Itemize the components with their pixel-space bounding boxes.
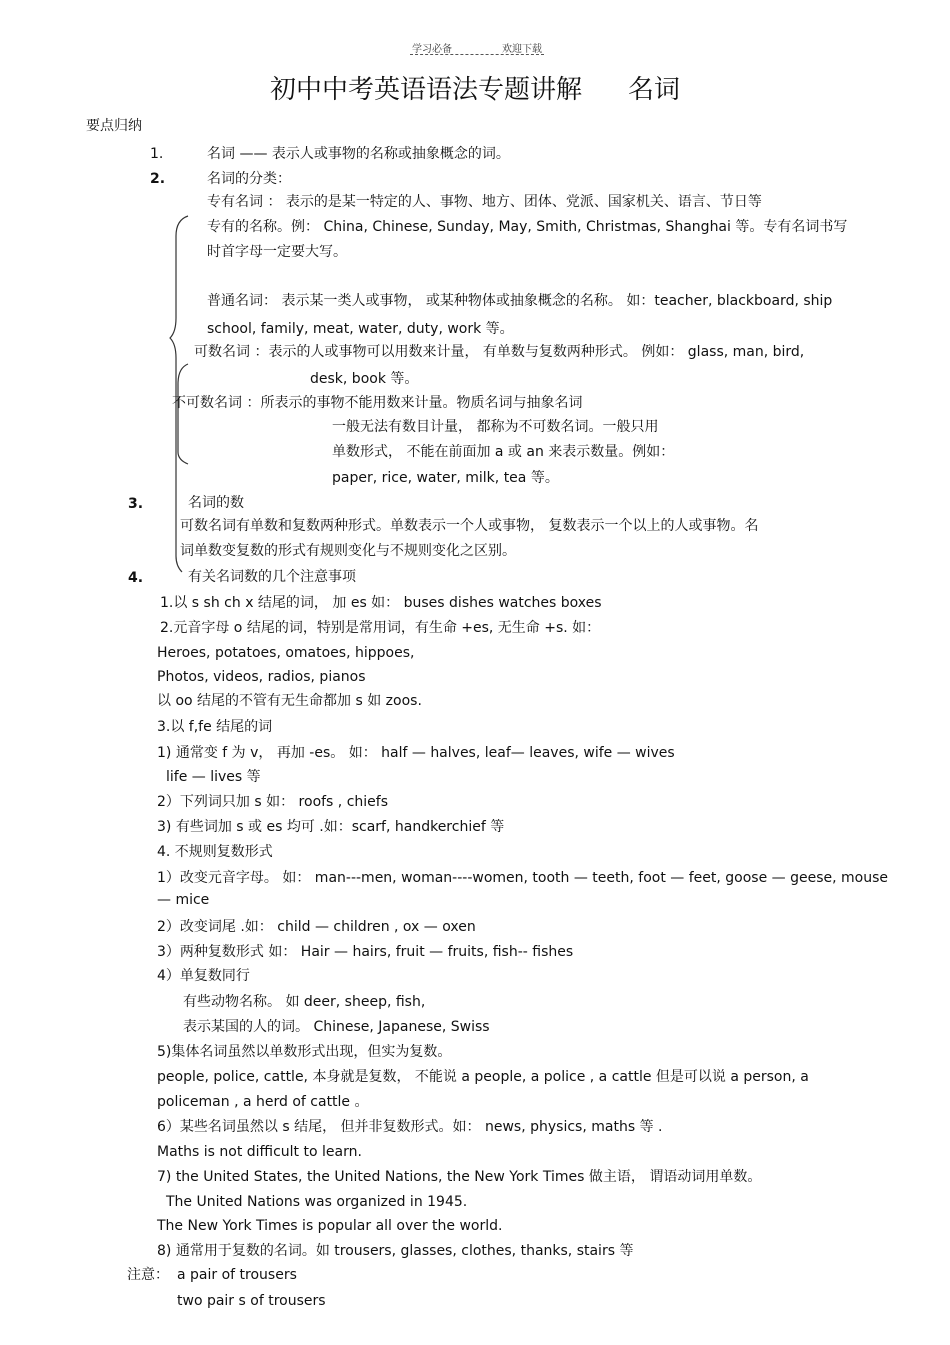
uncountable-line-3: 单数形式， 不能在前面加 a 或 an 来表示数量。例如： xyxy=(332,444,675,460)
common-noun-line-2: school, family, meat, water, duty, work 等。 xyxy=(207,321,514,337)
rule-4-item-3: 3）两种复数形式 如： Hair — hairs, fruit — fruits, fish-- fishes xyxy=(157,944,574,960)
rule-4-item-4-b: 表示某国的人的词。 Chinese, Japanese, Swiss xyxy=(183,1019,490,1035)
rule-4-item-4-a: 有些动物名称。 如 deer, sheep, fish, xyxy=(183,994,426,1010)
s3-num: 3. xyxy=(128,496,144,512)
s2-text: 名词的分类： xyxy=(207,171,291,187)
rule-4-item-4: 4）单复数同行 xyxy=(157,968,250,984)
s1-num: 1. xyxy=(150,146,164,162)
common-noun-line-1: 普通名词： 表示某一类人或事物， 或某种物体或抽象概念的名称。 如：teacher, blackboard, ship xyxy=(207,293,833,309)
uncountable-line-1: 不可数名词 ：所表示的事物不能用数来计量。物质名词与抽象名词 xyxy=(172,395,583,411)
rule-7: 7) the United States, the United Nations, the New York Times 做主语， 谓语动词用单数。 xyxy=(157,1169,762,1185)
rule-7-example-1: The United Nations was organized in 1945. xyxy=(166,1194,468,1210)
note-example-2: two pair s of trousers xyxy=(177,1293,326,1309)
uncountable-line-2: 一般无法有数目计量， 都称为不可数名词。一般只用 xyxy=(332,419,659,435)
proper-noun-line-3: 时首字母一定要大写。 xyxy=(207,244,347,260)
rule-4-item-1-cont: — mice xyxy=(157,892,210,908)
rule-3-item-1-cont: life — lives 等 xyxy=(166,769,261,785)
rule-3-item-1: 1) 通常变 f 为 v， 再加 -es。 如： half — halves, leaf— leaves, wife — wives xyxy=(157,745,675,761)
s3-text: 名词的数 xyxy=(188,495,244,511)
rule-3-item-2: 2）下列词只加 s 如： roofs , chiefs xyxy=(157,794,388,810)
s4-text: 有关名词数的几个注意事项 xyxy=(188,569,356,585)
note-label: 注意： xyxy=(127,1267,169,1283)
proper-noun-line-2: 专有的名称。例： China, Chinese, Sunday, May, Smith, Christmas, Shanghai 等。专有名词书写 xyxy=(207,219,848,235)
s3-line-1: 可数名词有单数和复数两种形式。单数表示一个人或事物， 复数表示一个以上的人或事物。名 xyxy=(180,518,759,534)
rule-1: 1.以 s sh ch x 结尾的词， 加 es 如： buses dishes watches boxes xyxy=(160,595,602,611)
countable-line-2: desk, book 等。 xyxy=(310,371,419,387)
uncountable-line-4: paper, rice, water, milk, tea 等。 xyxy=(332,470,559,486)
title-sub: 名词 xyxy=(628,75,681,105)
s4-num: 4. xyxy=(128,570,144,586)
rule-5-line-2: policeman , a herd of cattle 。 xyxy=(157,1094,369,1110)
rule-3: 3.以 f,fe 结尾的词 xyxy=(157,719,273,735)
s2-num: 2. xyxy=(150,171,166,187)
rule-2: 2.元音字母 o 结尾的词，特别是常用词，有生命 +es, 无生命 +s. 如： xyxy=(160,620,601,636)
rule-7-example-2: The New York Times is popular all over the world. xyxy=(157,1218,503,1234)
rule-6: 6）某些名词虽然以 s 结尾， 但并非复数形式。如： news, physics, maths 等 . xyxy=(157,1119,663,1135)
rule-2-example-b: Photos, videos, radios, pianos xyxy=(157,669,366,685)
rule-4-item-1: 1）改变元音字母。 如： man---men, woman----women, tooth — teeth, foot — feet, goose — geese, mouse xyxy=(157,870,889,886)
rule-3-item-3: 3) 有些词加 s 或 es 均可 .如：scarf, handkerchief 等 xyxy=(157,819,505,835)
note-example-1: a pair of trousers xyxy=(177,1267,297,1283)
rule-2-example-c: 以 oo 结尾的不管有无生命都加 s 如 zoos. xyxy=(157,693,422,709)
header-right: 欢迎下载 xyxy=(502,44,542,55)
rule-2-example-a: Heroes, potatoes, omatoes, hippoes, xyxy=(157,645,415,661)
section-heading: 要点归纳 xyxy=(86,118,142,134)
title-main: 初中中考英语语法专题讲解 xyxy=(269,75,582,105)
rule-6-example: Maths is not difficult to learn. xyxy=(157,1144,362,1160)
proper-noun-line-1: 专有名词 ： 表示的是某一特定的人、事物、地方、团体、党派、国家机关、语言、节日等 xyxy=(207,194,762,210)
inner-brace xyxy=(178,364,188,464)
rule-5: 5)集体名词虽然以单数形式出现，但实为复数。 xyxy=(157,1044,452,1060)
rule-8: 8) 通常用于复数的名词。如 trousers, glasses, clothes, thanks, stairs 等 xyxy=(157,1243,634,1259)
s3-line-2: 词单数变复数的形式有规则变化与不规则变化之区别。 xyxy=(180,543,516,559)
header-left: 学习必备 xyxy=(412,44,452,55)
rule-4: 4. 不规则复数形式 xyxy=(157,844,273,860)
countable-line-1: 可数名词 ：表示的人或事物可以用数来计量， 有单数与复数两种形式。 例如： glass, man, bird, xyxy=(194,344,805,360)
s1-text: 名词 —— 表示人或事物的名称或抽象概念的词。 xyxy=(207,146,510,162)
rule-4-item-2: 2）改变词尾 .如： child — children , ox — oxen xyxy=(157,919,476,935)
rule-5-line-1: people, police, cattle, 本身就是复数， 不能说 a people, a police , a cattle 但是可以说 a person, a xyxy=(157,1069,809,1085)
